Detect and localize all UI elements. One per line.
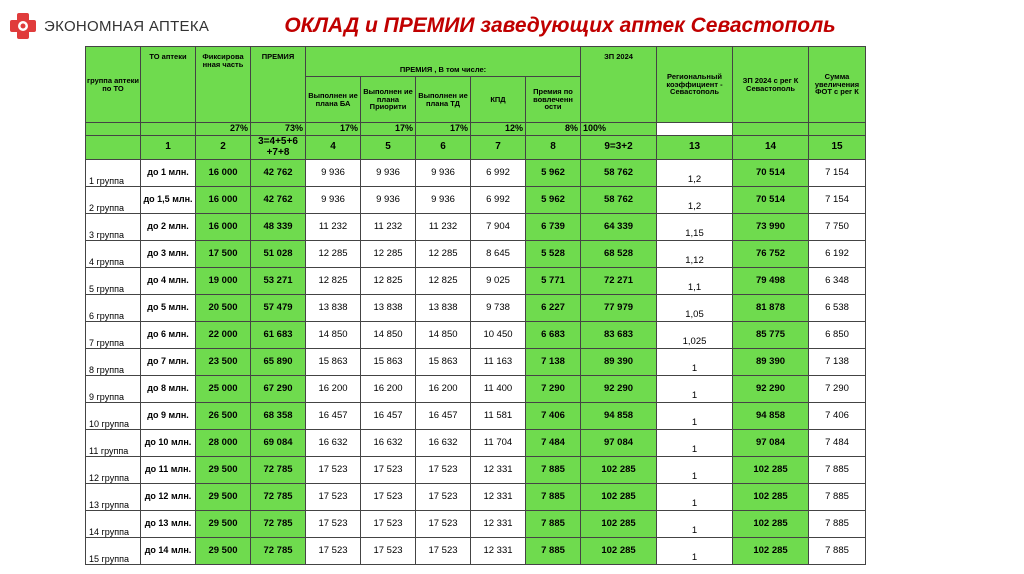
row-kpd-cell: 11 163 <box>471 349 526 376</box>
table-row <box>86 160 866 187</box>
header-sub-td: Выполнен ие плана ТД <box>416 77 471 123</box>
row-fixed-cell: 16 000 <box>196 160 251 187</box>
header-sub-invol: Премия по вовлеченн ости <box>526 77 581 123</box>
row-invol-cell: 5 962 <box>526 187 581 214</box>
row-zpreg-cell: 102 285 <box>733 538 809 565</box>
row-zp-cell: 92 290 <box>581 376 657 403</box>
row-ba-cell: 17 523 <box>306 511 361 538</box>
percent-cell: 27% <box>196 123 251 136</box>
header-bonus: ПРЕМИЯ <box>251 47 306 123</box>
row-bonus-cell: 51 028 <box>251 241 306 268</box>
row-kpd-cell: 6 992 <box>471 160 526 187</box>
row-td-cell: 12 825 <box>416 268 471 295</box>
row-invol-cell: 5 528 <box>526 241 581 268</box>
row-zp-cell: 97 084 <box>581 430 657 457</box>
row-prior-cell: 16 457 <box>361 403 416 430</box>
table-row <box>86 403 866 430</box>
row-bonus-cell: 72 785 <box>251 538 306 565</box>
row-increase-cell: 7 885 <box>809 484 866 511</box>
percent-cell: 17% <box>361 123 416 136</box>
row-increase-cell: 7 885 <box>809 457 866 484</box>
row-coef-cell: 1 <box>657 376 733 403</box>
row-to-cell: до 9 млн. <box>141 403 196 430</box>
row-to-cell: до 14 млн. <box>141 538 196 565</box>
percent-cell-empty <box>86 123 141 136</box>
row-ba-cell: 12 825 <box>306 268 361 295</box>
row-fixed-cell: 25 000 <box>196 376 251 403</box>
row-invol-cell: 7 885 <box>526 484 581 511</box>
row-td-cell: 16 457 <box>416 403 471 430</box>
percent-cell-empty <box>657 123 733 136</box>
row-invol-cell: 5 771 <box>526 268 581 295</box>
row-zpreg-cell: 85 775 <box>733 322 809 349</box>
row-invol-cell: 7 406 <box>526 403 581 430</box>
row-ba-cell: 9 936 <box>306 187 361 214</box>
row-zp-cell: 102 285 <box>581 538 657 565</box>
row-to-cell: до 13 млн. <box>141 511 196 538</box>
row-ba-cell: 11 232 <box>306 214 361 241</box>
row-increase-cell: 6 192 <box>809 241 866 268</box>
row-prior-cell: 17 523 <box>361 457 416 484</box>
row-group-cell: 7 группа <box>86 322 141 349</box>
row-bonus-cell: 53 271 <box>251 268 306 295</box>
row-coef-cell: 1 <box>657 430 733 457</box>
row-coef-cell: 1 <box>657 349 733 376</box>
row-coef-cell: 1,2 <box>657 187 733 214</box>
page-title: ОКЛАД и ПРЕМИИ заведующих аптек Севастополь <box>284 14 836 37</box>
row-zpreg-cell: 94 858 <box>733 403 809 430</box>
row-bonus-cell: 67 290 <box>251 376 306 403</box>
table-row <box>86 214 866 241</box>
column-number: 9=3+2 <box>581 136 657 160</box>
header-to: ТО аптеки <box>141 47 196 123</box>
row-kpd-cell: 9 025 <box>471 268 526 295</box>
row-ba-cell: 16 632 <box>306 430 361 457</box>
row-group-cell: 8 группа <box>86 349 141 376</box>
table-row <box>86 241 866 268</box>
row-invol-cell: 7 885 <box>526 457 581 484</box>
row-fixed-cell: 29 500 <box>196 484 251 511</box>
row-bonus-cell: 69 084 <box>251 430 306 457</box>
row-fixed-cell: 20 500 <box>196 295 251 322</box>
row-invol-cell: 7 885 <box>526 538 581 565</box>
row-bonus-cell: 42 762 <box>251 160 306 187</box>
percent-cell: 17% <box>306 123 361 136</box>
table-row <box>86 295 866 322</box>
row-coef-cell: 1 <box>657 538 733 565</box>
row-invol-cell: 6 227 <box>526 295 581 322</box>
row-to-cell: до 3 млн. <box>141 241 196 268</box>
row-fixed-cell: 23 500 <box>196 349 251 376</box>
row-zpreg-cell: 97 084 <box>733 430 809 457</box>
row-increase-cell: 7 290 <box>809 376 866 403</box>
row-zpreg-cell: 102 285 <box>733 457 809 484</box>
row-td-cell: 11 232 <box>416 214 471 241</box>
row-invol-cell: 5 962 <box>526 160 581 187</box>
row-zp-cell: 58 762 <box>581 187 657 214</box>
row-kpd-cell: 12 331 <box>471 538 526 565</box>
row-bonus-cell: 65 890 <box>251 349 306 376</box>
row-prior-cell: 17 523 <box>361 484 416 511</box>
row-increase-cell: 7 750 <box>809 214 866 241</box>
row-zp-cell: 94 858 <box>581 403 657 430</box>
row-td-cell: 17 523 <box>416 511 471 538</box>
percent-row <box>86 123 866 136</box>
percent-cell-empty <box>141 123 196 136</box>
row-group-cell: 11 группа <box>86 430 141 457</box>
table-row <box>86 187 866 214</box>
table-row <box>86 268 866 295</box>
row-td-cell: 17 523 <box>416 484 471 511</box>
row-prior-cell: 16 632 <box>361 430 416 457</box>
row-ba-cell: 15 863 <box>306 349 361 376</box>
row-td-cell: 16 632 <box>416 430 471 457</box>
row-invol-cell: 7 484 <box>526 430 581 457</box>
row-bonus-cell: 48 339 <box>251 214 306 241</box>
row-invol-cell: 7 290 <box>526 376 581 403</box>
row-zp-cell: 64 339 <box>581 214 657 241</box>
header-sub-kpd: КПД <box>471 77 526 123</box>
row-invol-cell: 6 739 <box>526 214 581 241</box>
row-ba-cell: 12 285 <box>306 241 361 268</box>
table-row <box>86 430 866 457</box>
salary-table <box>85 46 866 565</box>
row-fixed-cell: 28 000 <box>196 430 251 457</box>
row-group-cell: 1 группа <box>86 160 141 187</box>
logo <box>8 10 209 42</box>
row-to-cell: до 1,5 млн. <box>141 187 196 214</box>
row-coef-cell: 1,2 <box>657 160 733 187</box>
header-group: группа аптеки по ТО <box>86 47 141 123</box>
row-zp-cell: 77 979 <box>581 295 657 322</box>
row-td-cell: 17 523 <box>416 457 471 484</box>
row-fixed-cell: 22 000 <box>196 322 251 349</box>
row-increase-cell: 6 538 <box>809 295 866 322</box>
row-bonus-cell: 68 358 <box>251 403 306 430</box>
column-number-empty <box>86 136 141 160</box>
column-number: 1 <box>141 136 196 160</box>
column-number: 6 <box>416 136 471 160</box>
table-row <box>86 322 866 349</box>
row-increase-cell: 7 885 <box>809 511 866 538</box>
row-td-cell: 17 523 <box>416 538 471 565</box>
row-to-cell: до 5 млн. <box>141 295 196 322</box>
row-zp-cell: 102 285 <box>581 457 657 484</box>
table-row <box>86 538 866 565</box>
pharmacy-cross-icon <box>8 11 38 41</box>
row-ba-cell: 17 523 <box>306 538 361 565</box>
row-td-cell: 13 838 <box>416 295 471 322</box>
header-sub-ba: Выполнен ие плана БА <box>306 77 361 123</box>
column-number: 14 <box>733 136 809 160</box>
row-kpd-cell: 12 331 <box>471 457 526 484</box>
table-row <box>86 376 866 403</box>
row-group-cell: 2 группа <box>86 187 141 214</box>
header-increase: Сумма увеличения ФОТ с рег К <box>809 47 866 123</box>
row-increase-cell: 7 154 <box>809 187 866 214</box>
row-increase-cell: 7 484 <box>809 430 866 457</box>
row-invol-cell: 6 683 <box>526 322 581 349</box>
row-group-cell: 5 группа <box>86 268 141 295</box>
row-zpreg-cell: 70 514 <box>733 187 809 214</box>
row-ba-cell: 16 457 <box>306 403 361 430</box>
row-to-cell: до 10 млн. <box>141 430 196 457</box>
row-kpd-cell: 9 738 <box>471 295 526 322</box>
row-group-cell: 14 группа <box>86 511 141 538</box>
row-prior-cell: 17 523 <box>361 538 416 565</box>
row-coef-cell: 1,15 <box>657 214 733 241</box>
row-fixed-cell: 26 500 <box>196 403 251 430</box>
percent-cell-empty <box>809 123 866 136</box>
row-fixed-cell: 16 000 <box>196 214 251 241</box>
row-to-cell: до 7 млн. <box>141 349 196 376</box>
row-prior-cell: 15 863 <box>361 349 416 376</box>
column-number: 5 <box>361 136 416 160</box>
row-kpd-cell: 7 904 <box>471 214 526 241</box>
row-zpreg-cell: 79 498 <box>733 268 809 295</box>
row-fixed-cell: 29 500 <box>196 511 251 538</box>
column-number: 15 <box>809 136 866 160</box>
row-group-cell: 13 группа <box>86 484 141 511</box>
percent-cell: 100% <box>581 123 657 136</box>
column-number-row <box>86 136 866 160</box>
row-group-cell: 15 группа <box>86 538 141 565</box>
row-zpreg-cell: 102 285 <box>733 484 809 511</box>
row-prior-cell: 11 232 <box>361 214 416 241</box>
row-ba-cell: 13 838 <box>306 295 361 322</box>
row-bonus-cell: 42 762 <box>251 187 306 214</box>
row-bonus-cell: 72 785 <box>251 511 306 538</box>
row-prior-cell: 13 838 <box>361 295 416 322</box>
table-row <box>86 511 866 538</box>
percent-cell: 12% <box>471 123 526 136</box>
row-fixed-cell: 16 000 <box>196 187 251 214</box>
row-zp-cell: 102 285 <box>581 484 657 511</box>
row-bonus-cell: 57 479 <box>251 295 306 322</box>
row-coef-cell: 1,025 <box>657 322 733 349</box>
row-prior-cell: 9 936 <box>361 160 416 187</box>
percent-cell: 73% <box>251 123 306 136</box>
row-zp-cell: 83 683 <box>581 322 657 349</box>
row-coef-cell: 1 <box>657 511 733 538</box>
row-coef-cell: 1,1 <box>657 268 733 295</box>
row-bonus-cell: 72 785 <box>251 457 306 484</box>
row-fixed-cell: 29 500 <box>196 538 251 565</box>
row-increase-cell: 7 885 <box>809 538 866 565</box>
row-increase-cell: 6 850 <box>809 322 866 349</box>
row-coef-cell: 1 <box>657 457 733 484</box>
logo-text: ЭКОНОМНАЯ АПТЕКА <box>44 17 210 35</box>
row-zpreg-cell: 102 285 <box>733 511 809 538</box>
row-zp-cell: 102 285 <box>581 511 657 538</box>
percent-cell: 17% <box>416 123 471 136</box>
row-zp-cell: 89 390 <box>581 349 657 376</box>
column-number: 2 <box>196 136 251 160</box>
row-zp-cell: 68 528 <box>581 241 657 268</box>
row-group-cell: 4 группа <box>86 241 141 268</box>
row-prior-cell: 17 523 <box>361 511 416 538</box>
row-td-cell: 15 863 <box>416 349 471 376</box>
row-increase-cell: 7 154 <box>809 160 866 187</box>
header-bonus-detail: ПРЕМИЯ , В том числе: <box>306 47 581 77</box>
row-to-cell: до 2 млн. <box>141 214 196 241</box>
row-invol-cell: 7 885 <box>526 511 581 538</box>
row-prior-cell: 12 285 <box>361 241 416 268</box>
row-increase-cell: 7 138 <box>809 349 866 376</box>
row-td-cell: 9 936 <box>416 160 471 187</box>
header-zpreg: ЗП 2024 с рег К Севастополь <box>733 47 809 123</box>
row-coef-cell: 1,12 <box>657 241 733 268</box>
row-ba-cell: 16 200 <box>306 376 361 403</box>
row-prior-cell: 12 825 <box>361 268 416 295</box>
row-to-cell: до 12 млн. <box>141 484 196 511</box>
column-number: 3=4+5+6 +7+8 <box>251 136 306 160</box>
column-number: 8 <box>526 136 581 160</box>
row-to-cell: до 4 млн. <box>141 268 196 295</box>
row-coef-cell: 1,05 <box>657 295 733 322</box>
row-kpd-cell: 12 331 <box>471 511 526 538</box>
row-kpd-cell: 12 331 <box>471 484 526 511</box>
table-row <box>86 484 866 511</box>
row-to-cell: до 11 млн. <box>141 457 196 484</box>
row-fixed-cell: 17 500 <box>196 241 251 268</box>
row-group-cell: 12 группа <box>86 457 141 484</box>
row-invol-cell: 7 138 <box>526 349 581 376</box>
row-zp-cell: 58 762 <box>581 160 657 187</box>
header-regcoef: Региональный коэффициент - Севастополь <box>657 47 733 123</box>
row-zpreg-cell: 73 990 <box>733 214 809 241</box>
row-coef-cell: 1 <box>657 484 733 511</box>
column-number: 4 <box>306 136 361 160</box>
row-to-cell: до 8 млн. <box>141 376 196 403</box>
row-zp-cell: 72 271 <box>581 268 657 295</box>
row-fixed-cell: 19 000 <box>196 268 251 295</box>
row-td-cell: 9 936 <box>416 187 471 214</box>
row-td-cell: 16 200 <box>416 376 471 403</box>
row-kpd-cell: 11 704 <box>471 430 526 457</box>
row-kpd-cell: 8 645 <box>471 241 526 268</box>
row-prior-cell: 9 936 <box>361 187 416 214</box>
row-ba-cell: 17 523 <box>306 457 361 484</box>
row-bonus-cell: 72 785 <box>251 484 306 511</box>
row-td-cell: 14 850 <box>416 322 471 349</box>
percent-cell: 8% <box>526 123 581 136</box>
header-fixed: Фиксирова нная часть <box>196 47 251 123</box>
row-ba-cell: 14 850 <box>306 322 361 349</box>
row-group-cell: 3 группа <box>86 214 141 241</box>
row-zpreg-cell: 92 290 <box>733 376 809 403</box>
table-row <box>86 349 866 376</box>
table-row <box>86 457 866 484</box>
row-bonus-cell: 61 683 <box>251 322 306 349</box>
row-zpreg-cell: 76 752 <box>733 241 809 268</box>
row-to-cell: до 1 млн. <box>141 160 196 187</box>
row-zpreg-cell: 89 390 <box>733 349 809 376</box>
row-coef-cell: 1 <box>657 403 733 430</box>
column-number: 7 <box>471 136 526 160</box>
row-group-cell: 9 группа <box>86 376 141 403</box>
percent-cell-empty <box>733 123 809 136</box>
row-group-cell: 6 группа <box>86 295 141 322</box>
row-kpd-cell: 6 992 <box>471 187 526 214</box>
row-kpd-cell: 10 450 <box>471 322 526 349</box>
row-kpd-cell: 11 581 <box>471 403 526 430</box>
row-to-cell: до 6 млн. <box>141 322 196 349</box>
row-ba-cell: 9 936 <box>306 160 361 187</box>
header-sub-prior: Выполнен ие плана Приорити <box>361 77 416 123</box>
row-zpreg-cell: 81 878 <box>733 295 809 322</box>
row-kpd-cell: 11 400 <box>471 376 526 403</box>
header-zp2024: ЗП 2024 <box>581 47 657 123</box>
column-number: 13 <box>657 136 733 160</box>
row-td-cell: 12 285 <box>416 241 471 268</box>
row-prior-cell: 16 200 <box>361 376 416 403</box>
row-group-cell: 10 группа <box>86 403 141 430</box>
row-zpreg-cell: 70 514 <box>733 160 809 187</box>
row-increase-cell: 6 348 <box>809 268 866 295</box>
row-prior-cell: 14 850 <box>361 322 416 349</box>
row-increase-cell: 7 406 <box>809 403 866 430</box>
row-ba-cell: 17 523 <box>306 484 361 511</box>
row-fixed-cell: 29 500 <box>196 457 251 484</box>
